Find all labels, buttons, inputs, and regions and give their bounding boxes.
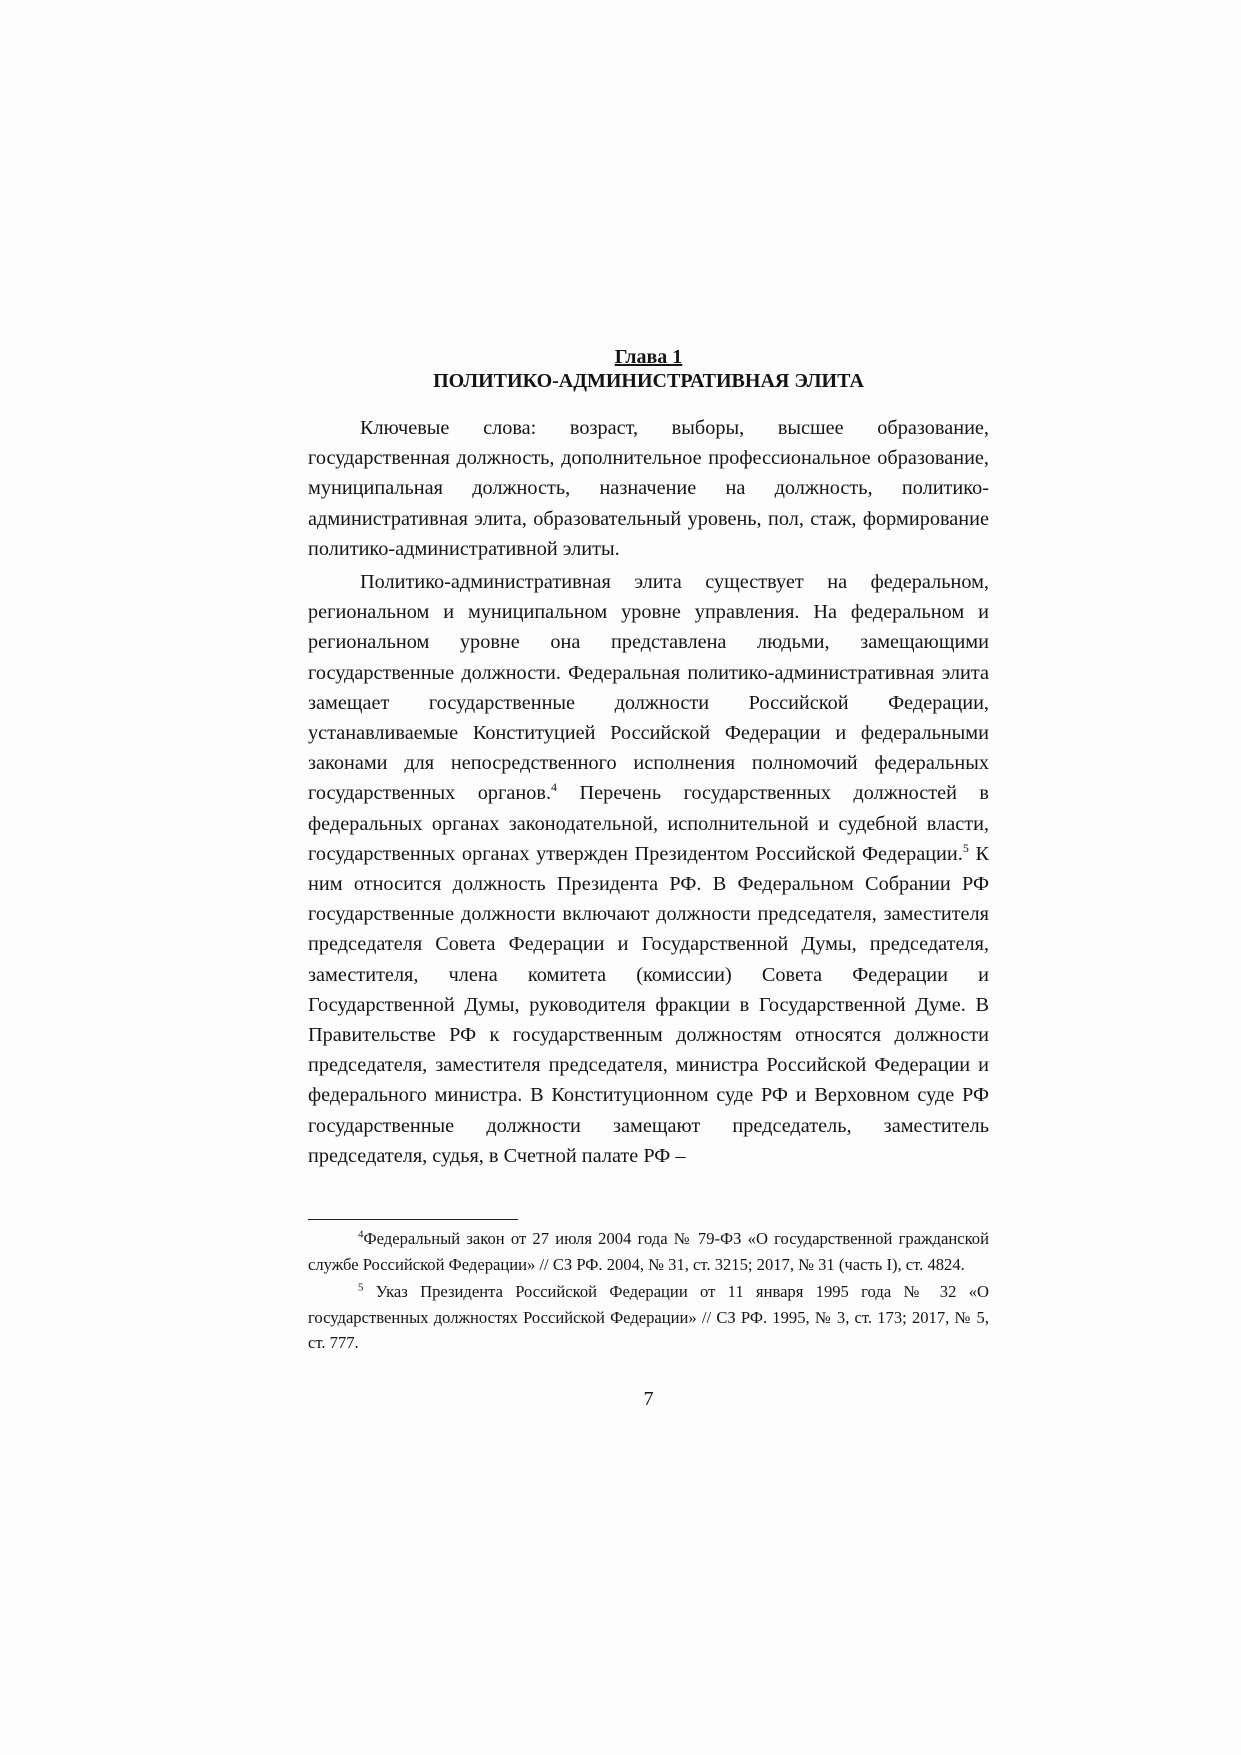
keywords-paragraph: Ключевые слова: возраст, выборы, высшее образование, государственная должность, дополнительное профессиональное образование, муниципальная должность, назначение на должность, политико-административная элита, образовательный уровень, пол, стаж, формирование политико-административной элиты.: [308, 417, 989, 560]
chapter-label: Глава 1: [614, 346, 683, 368]
footnote-4: [308, 1226, 989, 1277]
footnotes: [308, 1226, 989, 1358]
page-content: [308, 345, 989, 1174]
footnote-number: 4: [358, 1228, 364, 1241]
body-text-part-3: К ним относится должность Президента РФ. В Федеральном Собрании РФ государственные должности включают должности председателя, заместителя председателя Совета Федерации и Государственной Думы, председателя, заместителя, члена комитета (комиссии) Совета Федерации и Государственной Думы, руководителя фракции в Государственной Думе. В Правительстве РФ к государственным должностям относятся должности председателя, заместителя председателя, министра Российской Федерации и федерального министра. В Конституционном суде РФ и Верховном суде РФ государственные должности замещают председатель, заместитель председателя, судья, в Счетной палате РФ –: [308, 842, 989, 1167]
chapter-title: ПОЛИТИКО-АДМИНИСТРАТИВНАЯ ЭЛИТА: [433, 370, 864, 392]
footnote-reference-4[interactable]: 4: [551, 780, 558, 795]
page-number: 7: [643, 1388, 654, 1410]
footnote-reference-5[interactable]: 5: [962, 841, 969, 856]
body-text-part-1: Политико-административная элита существует на федеральном, региональном и муниципальном уровне управления. На федеральном и региональном уровне она представлена людьми, замещающими государственные должности. Федеральная политико-административная элита замещает государственные должности Российской Федерации, устанавливаемые Конституцией Российской Федерации и федеральными законами для непосредственного исполнения полномочий федеральных государственных органов.: [308, 571, 989, 805]
body-text-part-2: Перечень государственных должностей в федеральных органах законодательной, исполнительной и судебной власти, государственных органах утвержден Президентом Российской Федерации.: [308, 782, 989, 865]
footnote-separator: [308, 1219, 518, 1220]
footnote-5: [308, 1279, 989, 1356]
body-paragraph: [308, 567, 989, 1171]
footnote-text: Указ Президента Российской Федерации от 11 января 1995 года № 32 «О государственных должностях Российской Федерации» // СЗ РФ. 1995, № 3, ст. 173; 2017, № 5, ст. 777.: [308, 1282, 989, 1352]
footnote-text: Федеральный закон от 27 июля 2004 года № 79-ФЗ «О государственной гражданской службе Российской Федерации» // СЗ РФ. 2004, № 31, ст. 3215; 2017, № 31 (часть I), ст. 4824.: [308, 1229, 989, 1274]
footnote-number: 5: [358, 1281, 364, 1294]
